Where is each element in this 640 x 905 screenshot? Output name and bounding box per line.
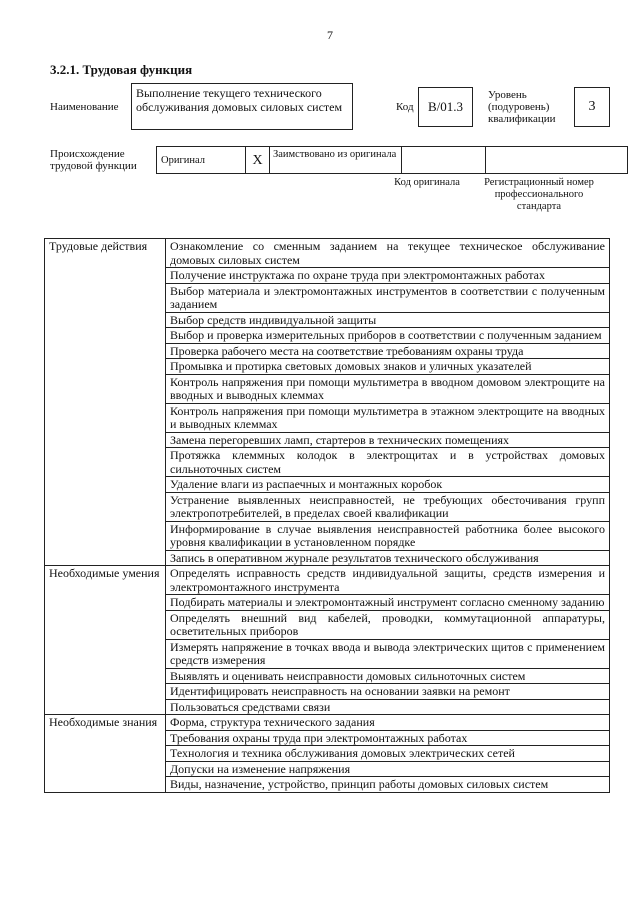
table-cell: Подбирать материалы и электромонтажный инструмент согласно сменному заданию <box>166 595 610 611</box>
table-cell: Информирование в случае выявления неисправностей работника более высокого уровня квалификации в установленном порядке <box>166 521 610 550</box>
table-cell: Запись в оперативном журнале результатов технического обслуживания <box>166 550 610 566</box>
reg-number-label: Регистрационный номер профессионального стандарта <box>484 177 594 212</box>
original-mark: X <box>245 146 270 174</box>
table-cell: Проверка рабочего места на соответствие требованиям охраны труда <box>166 343 610 359</box>
code-value: B/01.3 <box>418 87 473 127</box>
table-cell: Выбор и проверка измерительных приборов в соответствии с полученным заданием <box>166 328 610 344</box>
table-cell: Определять исправность средств индивидуальной защиты, средств измерения и электромонтажного инструмента <box>166 566 610 595</box>
function-table <box>44 238 610 793</box>
page-number: 7 <box>327 28 333 42</box>
table-row <box>45 239 610 268</box>
code-original-label: Код оригинала <box>394 177 460 188</box>
table-cell: Удаление влаги из распаечных и монтажных коробок <box>166 477 610 493</box>
section-title: 3.2.1. Трудовая функция <box>50 62 193 77</box>
table-cell: Ознакомление со сменным заданием на текущее техническое обслуживание домовых силовых систем <box>166 239 610 268</box>
table-cell: Контроль напряжения при помощи мультиметра в вводном домовом электрощите на вводных и выводных клеммах <box>166 374 610 403</box>
level-label: Уровень (подуровень) квалификации <box>488 89 556 125</box>
table-cell: Протяжка клеммных колодок в электрощитах и в устройствах домовых сильноточных систем <box>166 448 610 477</box>
borrowed-cell: Заимствовано из оригинала <box>269 146 402 174</box>
code-original-cell <box>401 146 486 174</box>
table-cell: Выбор материала и электромонтажных инструментов в соответствии с полученным заданием <box>166 283 610 312</box>
name-label: Наименование <box>50 101 119 113</box>
name-value: Выполнение текущего технического обслуживания домовых силовых систем <box>131 83 353 130</box>
table-cell: Контроль напряжения при помощи мультиметра в этажном электрощите на вводных и выводных клеммах <box>166 403 610 432</box>
level-value: 3 <box>574 87 610 127</box>
section-heading: Необходимые умения <box>45 566 166 715</box>
section-heading: Трудовые действия <box>45 239 166 566</box>
table-cell: Виды, назначение, устройство, принцип работы домовых силовых систем <box>166 777 610 793</box>
table-cell: Идентифицировать неисправность на основании заявки на ремонт <box>166 684 610 700</box>
code-label: Код <box>396 101 414 113</box>
table-cell: Измерять напряжение в точках ввода и вывода электрических щитов с применением средств измерения <box>166 639 610 668</box>
table-cell: Пользоваться средствами связи <box>166 699 610 715</box>
table-cell: Устранение выявленных неисправностей, не требующих обесточивания групп электропотребителей, в пределах своей квалификации <box>166 492 610 521</box>
table-cell: Технология и техника обслуживания домовых электрических сетей <box>166 746 610 762</box>
table-cell: Выявлять и оценивать неисправности домовых сильноточных систем <box>166 668 610 684</box>
table-cell: Определять внешний вид кабелей, проводки, коммутационной аппаратуры, осветительных приборов <box>166 610 610 639</box>
table-row <box>45 566 610 595</box>
table-cell: Форма, структура технического задания <box>166 715 610 731</box>
table-cell: Промывка и протирка световых домовых знаков и уличных указателей <box>166 359 610 375</box>
section-heading: Необходимые знания <box>45 715 166 793</box>
table-cell: Допуски на изменение напряжения <box>166 761 610 777</box>
original-cell: Оригинал <box>156 146 246 174</box>
reg-number-cell <box>485 146 628 174</box>
table-cell: Замена перегоревших ламп, стартеров в технических помещениях <box>166 432 610 448</box>
table-cell: Выбор средств индивидуальной защиты <box>166 312 610 328</box>
table-cell: Требования охраны труда при электромонтажных работах <box>166 730 610 746</box>
origin-row <box>157 146 628 174</box>
table-cell: Получение инструктажа по охране труда при электромонтажных работах <box>166 268 610 284</box>
table-row <box>45 715 610 731</box>
origin-label: Происхождение трудовой функции <box>50 148 137 172</box>
